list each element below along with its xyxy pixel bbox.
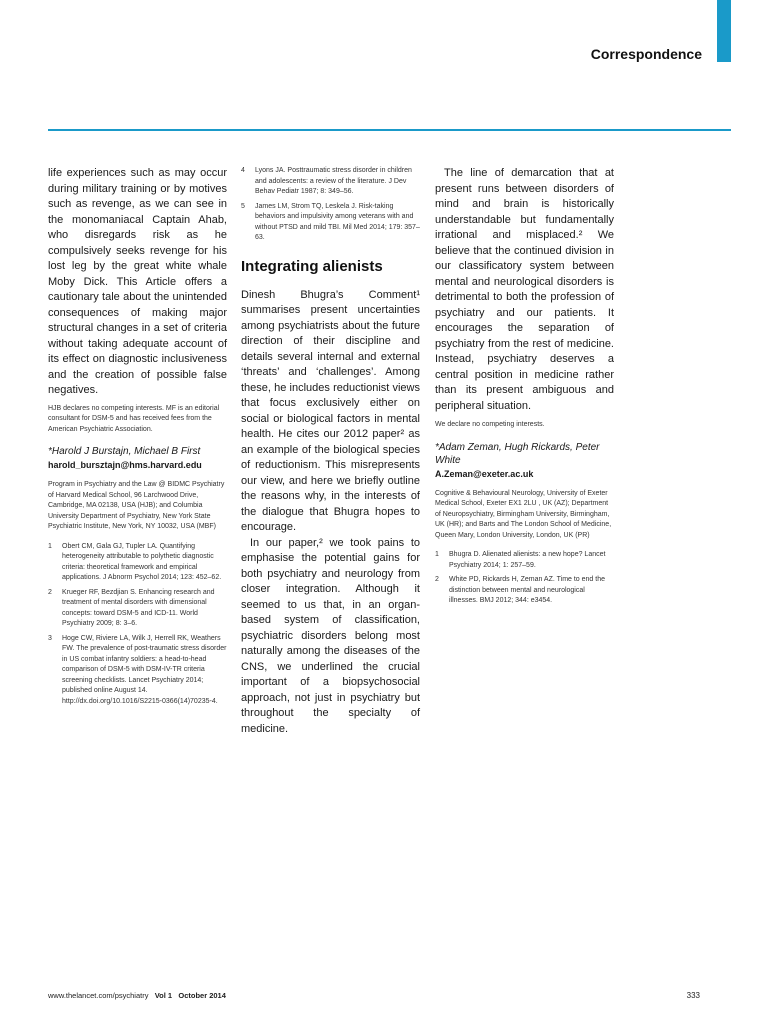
letter-body-end: life experiences such as may occur during military training or by motives such as revenge, as we can see in the monomaniacal Captain Ahab, who disregards risk as he compulsively seeks revenge for his lost leg by the great white whale Moby Dick. This Article offers a cautionary tale about the unintended consequences of making major structural changes in a set of criteria without taking adequate account of its effect on diagnostic inclusiveness and the creation of possible false negatives. [48,167,227,396]
reference-item: 1 Bhugra D. Alienated alienists: a new hope? Lancet Psychiatry 2014; 1: 257–59. [435,551,606,569]
competing-interests: HJB declares no competing interests. MF is an editorial consultant for DSM-5 and has received fees from the American Psychiatric Association. [48,404,220,433]
volume-label: Vol 1 [154,991,173,1000]
reference-item: 5 James LM, Strom TQ, Leskela J. Risk-taking behaviors and impulsivity among veterans with and without PTSD and mild TBI. Mil Med 2014; 179: 357–63. [241,202,420,241]
column-3 [435,166,614,611]
letter-paragraph: In our paper,² we took pains to emphasise the potential gains for both psychiatry and neurology from closer integration. Although it seemed to us that, in an organ-based system of classification, psychiatric disorders belong most naturally among the diseases of the CNS, we underlined the crucial important of a biopsychosocial approach, not just in psychiatry but throughout the specialty of medicine. [241,536,420,735]
author-names: *Adam Zeman, Hugh Rickards, Peter White [435,441,600,466]
column-1 [48,166,227,711]
issue-date: October 2014 [178,991,226,1000]
reference-item: 4 Lyons JA. Posttraumatic stress disorder in children and adolescents: a review of the literature. J Dev Behav Pediatr 1987; 8: 349–56. [241,167,412,195]
reference-item: 1 Obert CM, Gala GJ, Tupler LA. Quantifying heterogeneity attributable to polythetic diagnostic criteria: theoretical framework and empirical applications. J Abnorm Psychol 2014; 123: 452–62. [48,542,222,581]
reference-list [435,550,614,607]
reference-item: 2 Krueger RF, Bezdjian S. Enhancing research and treatment of mental disorders with dimensional concepts: toward DSM-5 and ICD-11. World Psychiatry 2009; 8: 3–6. [48,588,215,627]
author-email[interactable]: A.Zeman@exeter.ac.uk [435,468,534,479]
letter-paragraph: The line of demarcation that at present runs between disorders of mind and brain is historically understandable but fundamentally irrational and misplaced.² We believe that the continued division in our classificatory system between mental and neurological disorders is detrimental to both the profession of psychiatry and our patients. It encourages the separation of psychiatry from the rest of medicine. Instead, psychiatry deserves a central position in medicine rather than its present ambiguous and peripheral situation. [435,167,614,412]
article-heading: Integrating alienists [241,257,383,275]
letter-paragraph: Dinesh Bhugra’s Comment¹ summarises present uncertainties among psychiatrists about the future direction of their discipline and details several internal and external ‘threats’ and ‘challenges’. Among these, he includes reductionist views that focus exclusively either on social or biological factors in mental health. He cites our 2012 paper² as an example of the biological species of reductionism. This misrepresents our view, and here we briefly outline the reasons why, in the interests of the dialogue that Bhugra hopes to encourage. [241,288,420,533]
header-rule [48,129,731,131]
reference-item: 2 White PD, Rickards H, Zeman AZ. Time to end the distinction between mental and neurological illnesses. BMJ 2012; 344: e3454. [435,576,605,604]
author-affiliation: Cognitive & Behavioural Neurology, University of Exeter Medical School, Exeter EX1 2LU , UK (AZ); Department of Neuropsychiatry, Birmingham University, Birmingham, UK (HR); and Barts and The London School of Medicine, Queen Mary, London University, London, UK (PR) [435,489,612,539]
author-email[interactable]: harold_bursztajn@hms.harvard.edu [48,460,202,470]
reference-item: 3 Hoge CW, Riviere LA, Wilk J, Herrell RK, Weathers FW. The prevalence of post-traumatic stress disorder in US combat infantry soldiers: a head-to-head comparison of DSM-5 with DSM-IV-TR criteria screening checklists. Lancet Psychiatry 2014; published online August 14. http://dx.doi.org/10.1016/S2215-0366(14)70235-4. [48,634,227,705]
page-number: 333 [686,991,700,1000]
section-accent-bar [717,0,731,62]
reference-list [241,166,420,244]
competing-interests: We declare no competing interests. [435,421,545,428]
author-names: *Harold J Burstajn, Michael B First [48,446,201,457]
reference-list [48,542,227,708]
column-2 [241,166,420,737]
author-affiliation: Program in Psychiatry and the Law @ BIDMC Psychiatry of Harvard Medical School, 96 Larchwood Drive, Cambridge, MA 02138, USA (HJB); and Columbia University Department of Psychiatry, New York State Psychiatric Institute, New York, NY 10032, USA (MBF) [48,481,225,530]
page-footer [48,991,226,1000]
section-title: Correspondence [590,46,702,62]
journal-url[interactable]: www.thelancet.com/psychiatry [48,991,149,1000]
